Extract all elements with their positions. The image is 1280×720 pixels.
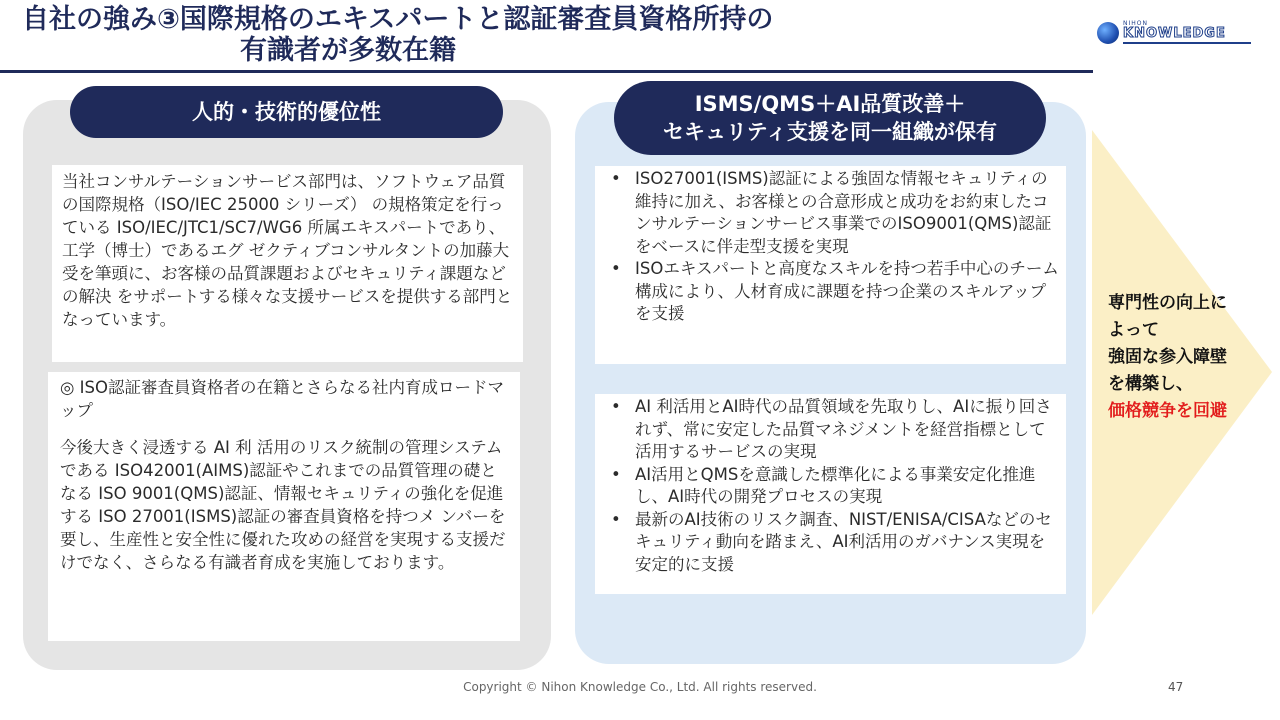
company-logo <box>1097 20 1257 48</box>
left-description-text: 当社コンサルテーションサービス部門は、ソフトウェア品質の国際規格（ISO/IEC 25000 シリーズ） の規格策定を行っている ISO/IEC/JTC1/SC7/WG6 所属エキスパートであり、工学（博士）であるエグ ゼクティブコンサルタントの加藤大受を筆頭に、お客様の品質課題およびセキュリティ課題などの解決 をサポートする様々な支援サービスを提供する部門となっています。 <box>62 172 513 329</box>
right-heading-line2: セキュリティ支援を同一組織が保有 <box>663 120 997 144</box>
slide-title-line1: 自社の強み③国際規格のエキスパートと認証審査員資格所持の <box>22 4 774 35</box>
left-heading-pill: 人的・技術的優位性 <box>70 86 503 138</box>
arrow-line4: を構築し、 <box>1108 374 1193 394</box>
list-item: • AI活用とQMSを意識した標準化による事業安定化推進し、AI時代の開発プロセスの実現 <box>601 464 1060 509</box>
page-number: 47 <box>1168 680 1184 694</box>
right-heading-pill <box>614 81 1046 155</box>
slide-title <box>22 4 1062 66</box>
right-box-ai-quality <box>595 394 1066 594</box>
left-description-box <box>52 165 523 362</box>
arrow-line3: 強固な参入障壁 <box>1108 347 1227 367</box>
copyright-text: Copyright © Nihon Knowledge Co., Ltd. All rights reserved. <box>463 680 817 694</box>
list-item: • ISO27001(ISMS)認証による強固な情報セキュリティの維持に加え、お客様との合意形成と成功をお約束したコンサルテーションサービス事業でのISO9001(QMS)認証をベースに伴走型支援を実現 <box>601 168 1060 258</box>
title-divider <box>0 70 1093 73</box>
arrow-emphasis: 価格競争を回避 <box>1108 401 1227 421</box>
logo-wordmark: KNOWLEDGE <box>1123 26 1226 41</box>
right-box-isms-qms <box>595 166 1066 364</box>
list-item: • 最新のAI技術のリスク調査、NIST/ENISA/CISAなどのセキュリティ動向を踏まえ、AI利活用のガバナンス実現を安定的に支援 <box>601 509 1060 577</box>
roadmap-heading: ◎ ISO認証審査員資格者の在籍とさらなる社内育成ロードマップ <box>60 378 504 420</box>
logo-small-text: NIHON <box>1123 20 1148 27</box>
roadmap-text: 今後大きく浸透する AI 利 活用のリスク統制の管理システムである ISO42001(AIMS)認証やこれまでの品質管理の礎となる ISO 9001(QMS)認証、情報セキュリティの強化を促進する ISO 27001(ISMS)認証の審査員資格を持つメ ンバーを要し、生産性と安全性に優れた攻めの経営を実現する支援だけでなく、さらなる有識者育成を実施しております。 <box>60 438 506 572</box>
logo-underline <box>1123 42 1251 44</box>
arrow-line1: 専門性の向上に <box>1108 293 1227 313</box>
ai-quality-list <box>601 396 1060 576</box>
slide-title-line2: 有識者が多数在籍 <box>240 35 456 66</box>
list-item: • AI 利活用とAI時代の品質領域を先取りし、AIに振り回されず、常に安定した品質マネジメントを経営指標として活用するサービスの実現 <box>601 396 1060 464</box>
isms-qms-list <box>601 168 1060 326</box>
right-heading-line1: ISMS/QMS＋AI品質改善＋ <box>694 92 966 116</box>
copyright-footer <box>0 680 1280 694</box>
logo-globe-icon <box>1097 22 1119 44</box>
left-roadmap-box <box>48 372 520 641</box>
arrow-line2: よって <box>1108 320 1159 340</box>
list-item: • ISOエキスパートと高度なスキルを持つ若手中心のチーム構成により、人材育成に課題を持つ企業のスキルアップを支援 <box>601 258 1060 326</box>
arrow-message <box>1108 290 1273 425</box>
